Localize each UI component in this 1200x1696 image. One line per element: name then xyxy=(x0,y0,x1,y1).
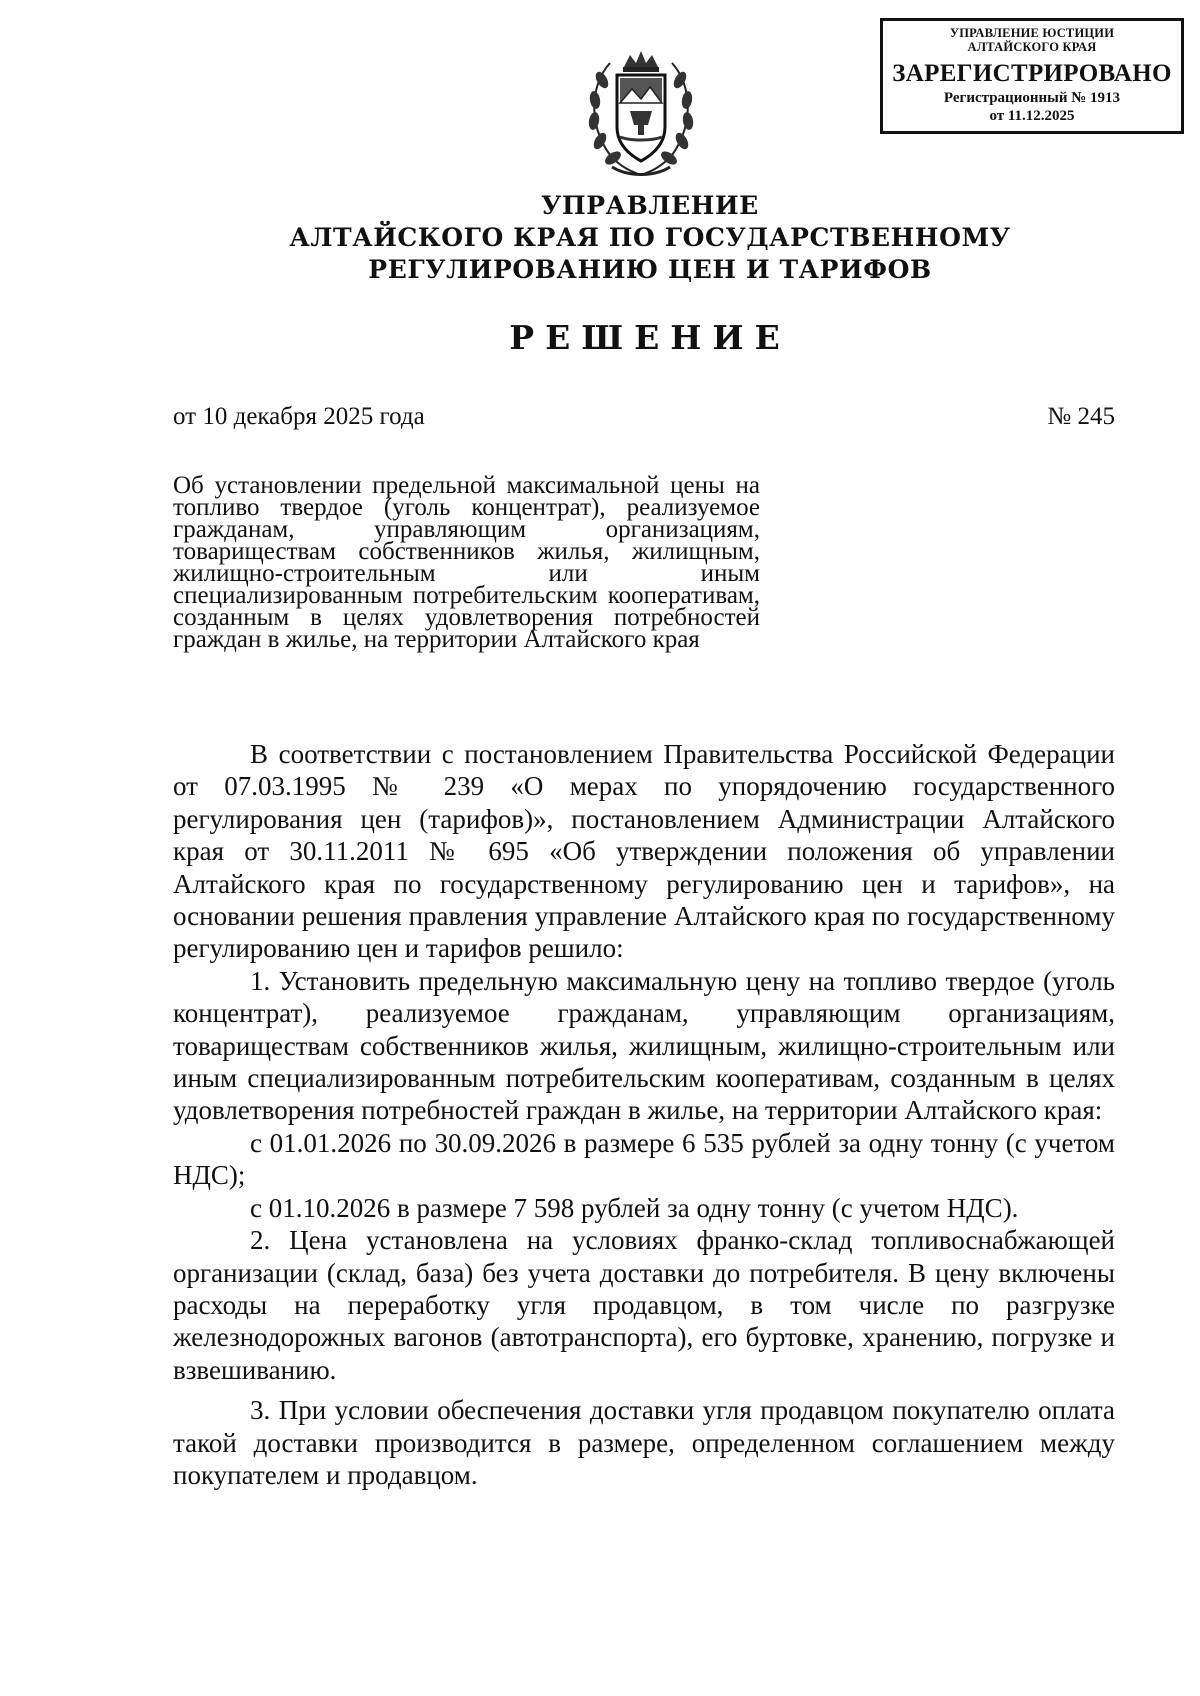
preamble-paragraph: В соответствии с постановлением Правительства Российской Федерации от 07.03.1995 № 239 «О мерах по упорядочению государственного регулирования цен (тарифов)», постановлением Администрации Алтайского края от 30.11.2011 № 695 «Об утверждении положения об управлении Алтайского края по государственному регулированию цен и тарифов», на основании решения правления управление Алтайского края по государственному регулированию цен и тарифов решило: xyxy=(173,739,1115,964)
stamp-registration-number: Регистрационный № 1913 xyxy=(943,90,1121,106)
item-1-paragraph: 1. Установить предельную максимальную цену на топливо твердое (уголь концентрат), реализуемое гражданам, управляющим организациям, товариществам собственников жилья, жилищным, жилищно-строительным или иным специализированным потребительским кооперативам, созданным в целях удовлетворения потребностей граждан в жилье, на территории Алтайского края: xyxy=(173,965,1115,1126)
item-2-paragraph: 2. Цена установлена на условиях франко-склад топливоснабжающей организации (склад, база) без учета доставки до потребителя. В цену включены расходы на переработку угля продавцом, в том числе по разгрузке железнодорожных вагонов (автотранспорта), его буртовке, хранению, погрузке и взвешиванию. xyxy=(173,1225,1115,1385)
item-3-paragraph: 3. При условии обеспечения доставки угля продавцом покупателю оплата такой доставки производится в размере, определенном соглашением между покупателем и продавцом. xyxy=(173,1395,1115,1490)
document-subject: Об установлении предельной максимальной цены на топливо твердое (уголь концентрат), реализуемое гражданам, управляющим организациям, товариществам собственников жилья, жилищным, жилищно-строительным или иным специализированным потребительским кооперативам, созданным в целях удовлетворения потребностей граждан в жилье, на территории Алтайского края xyxy=(173,472,760,653)
price-period-1: с 01.01.2026 по 30.09.2026 в размере 6 535 рублей за одну тонну (с учетом НДС); xyxy=(173,1127,1115,1191)
coat-of-arms-icon xyxy=(580,45,702,180)
authority-line-1: УПРАВЛЕНИЕ xyxy=(541,191,759,220)
stamp-status: ЗАРЕГИСТРИРОВАНО xyxy=(892,60,1172,87)
stamp-department-line1: УПРАВЛЕНИЕ ЮСТИЦИИ xyxy=(949,26,1115,40)
authority-line-2: АЛТАЙСКОГО КРАЯ ПО ГОСУДАРСТВЕННОМУ xyxy=(289,223,1011,252)
price-period-2: с 01.10.2026 в размере 7 598 рублей за одну тонну (с учетом НДС). xyxy=(250,1192,1019,1223)
stamp-department-line2: АЛТАЙСКОГО КРАЯ xyxy=(967,40,1097,54)
registration-stamp xyxy=(880,18,1184,134)
document-number: № 245 xyxy=(1047,403,1115,430)
authority-line-3: РЕГУЛИРОВАНИЮ ЦЕН И ТАРИФОВ xyxy=(368,255,932,284)
stamp-registration-date: от 11.12.2025 xyxy=(989,108,1075,124)
document-type-title: РЕШЕНИЕ xyxy=(509,318,791,357)
document-body xyxy=(173,738,1115,1491)
document-date: от 10 декабря 2025 года xyxy=(173,403,425,430)
authority-name xyxy=(180,190,1120,286)
